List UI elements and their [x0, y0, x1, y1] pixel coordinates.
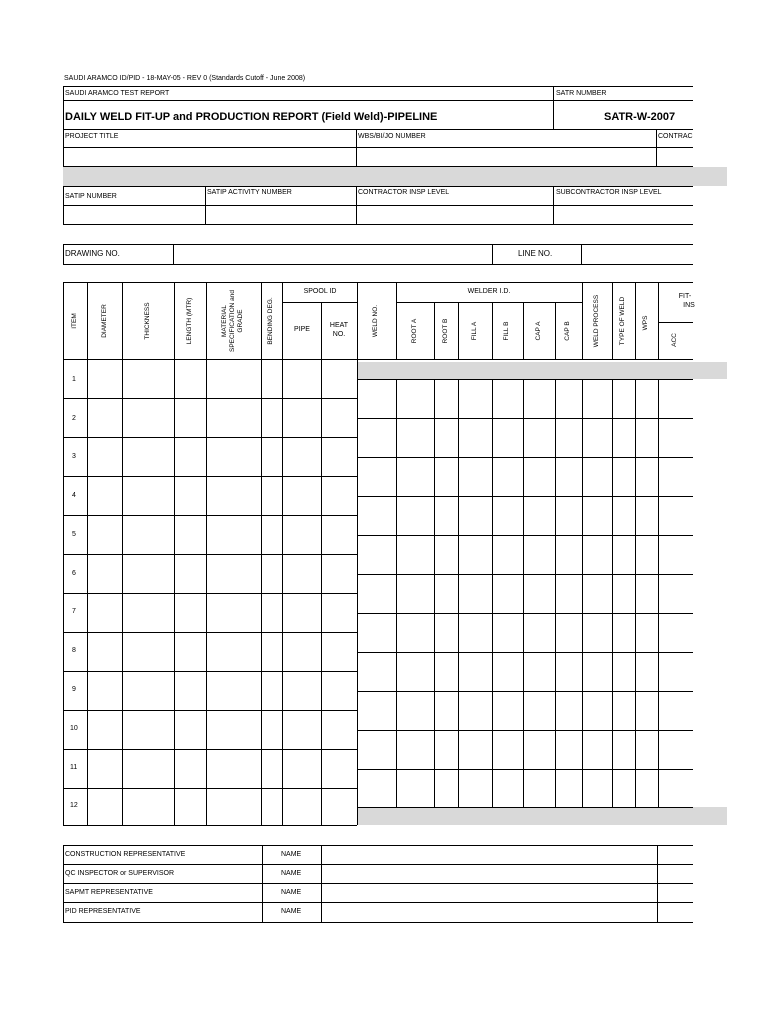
signature-role: SAPMT REPRESENTATIVE	[65, 889, 153, 896]
satr-number-label: SATR NUMBER	[556, 90, 607, 97]
test-report-label: SAUDI ARAMCO TEST REPORT	[65, 90, 170, 97]
signature-role: QC INSPECTOR or SUPERVISOR	[65, 870, 175, 877]
signature-name-label: NAME	[281, 908, 302, 915]
signature-name-label: NAME	[281, 870, 302, 877]
row-number: 1	[72, 376, 76, 383]
row-number: 10	[70, 725, 78, 732]
col-cap-a-header: CAP A	[534, 321, 542, 341]
col-item-header: ITEM	[70, 313, 78, 329]
col-thickness-header: THICKNESS	[143, 302, 151, 340]
col-bending-header: BENDING DEG.	[266, 297, 274, 345]
row-number: 7	[72, 608, 76, 615]
col-heat-line2: NO.	[332, 330, 346, 338]
col-weld-process-header: WELD PROCESS	[592, 294, 600, 348]
row-number: 6	[72, 570, 76, 577]
construction-rep-name-field[interactable]	[322, 846, 657, 864]
pid-rep-name-field[interactable]	[322, 903, 657, 921]
project-title-field[interactable]	[64, 148, 356, 166]
col-fill-b-header: FILL B	[502, 321, 510, 341]
qc-inspector-name-field[interactable]	[322, 865, 657, 883]
col-root-a-header: ROOT A	[410, 318, 418, 344]
signature-role: CONSTRUCTION REPRESENTATIVE	[65, 851, 186, 858]
col-type-of-weld-header: TYPE OF WELD	[618, 296, 626, 346]
col-fit-line1: FIT-	[678, 292, 692, 300]
drawing-no-label: DRAWING NO.	[65, 249, 120, 258]
col-fit-line2: INS	[683, 301, 695, 309]
spool-id-header: SPOOL ID	[303, 287, 337, 295]
line-no-label: LINE NO.	[518, 249, 553, 258]
wbs-number-label: WBS/BI/JO NUMBER	[358, 133, 426, 140]
row-number: 11	[70, 764, 78, 771]
row-number: 12	[70, 802, 78, 809]
col-pipe-header: PIPE	[294, 325, 310, 333]
row-number: 5	[72, 531, 76, 538]
sapmt-rep-name-field[interactable]	[322, 884, 657, 902]
signature-name-label: NAME	[281, 851, 302, 858]
gray-band-bottom	[357, 807, 727, 825]
row-number: 4	[72, 492, 76, 499]
col-acc-header: ACC	[670, 333, 678, 347]
subcontractor-insp-label: SUBCONTRACTOR INSP LEVEL	[556, 189, 662, 196]
satr-code: SATR-W-2007	[604, 111, 676, 123]
report-title: DAILY WELD FIT-UP and PRODUCTION REPORT (Field Weld)-PIPELINE	[65, 111, 438, 123]
col-cap-b-header: CAP B	[563, 321, 571, 341]
col-root-b-header: ROOT B	[441, 318, 449, 344]
satip-number-label: SATIP NUMBER	[65, 193, 117, 200]
signature-name-label: NAME	[281, 889, 302, 896]
col-material-line1: MATERIAL	[220, 304, 228, 338]
row-number: 8	[72, 647, 76, 654]
col-wps-header: WPS	[641, 315, 649, 331]
col-fill-a-header: FILL A	[470, 321, 478, 341]
row-number: 9	[72, 686, 76, 693]
welder-id-header: WELDER I.D.	[467, 287, 511, 295]
gray-band-top	[357, 362, 727, 379]
signature-role: PID REPRESENTATIVE	[65, 908, 141, 915]
contractor-label: CONTRAC	[658, 133, 693, 140]
gray-separator-1	[63, 167, 727, 186]
row-number: 2	[72, 415, 76, 422]
col-material-line3: GRADE	[236, 309, 244, 333]
col-weld-no-header: WELD NO.	[371, 304, 379, 338]
col-diameter-header: DIAMETER	[100, 304, 108, 338]
wbs-number-field[interactable]	[357, 148, 656, 166]
document-reference: SAUDI ARAMCO ID/PID - 18-MAY-05 - REV 0 (Standards Cutoff - June 2008)	[64, 75, 306, 82]
project-title-label: PROJECT TITLE	[65, 133, 119, 140]
contractor-insp-label: CONTRACTOR INSP LEVEL	[358, 189, 450, 196]
col-length-header: LENGTH (MTR)	[185, 297, 193, 345]
col-heat-line1: HEAT	[329, 321, 349, 329]
col-material-line2: SPECIFICATION and	[228, 289, 236, 353]
row-number: 3	[72, 453, 76, 460]
satip-activity-label: SATIP ACTIVITY NUMBER	[207, 189, 292, 196]
